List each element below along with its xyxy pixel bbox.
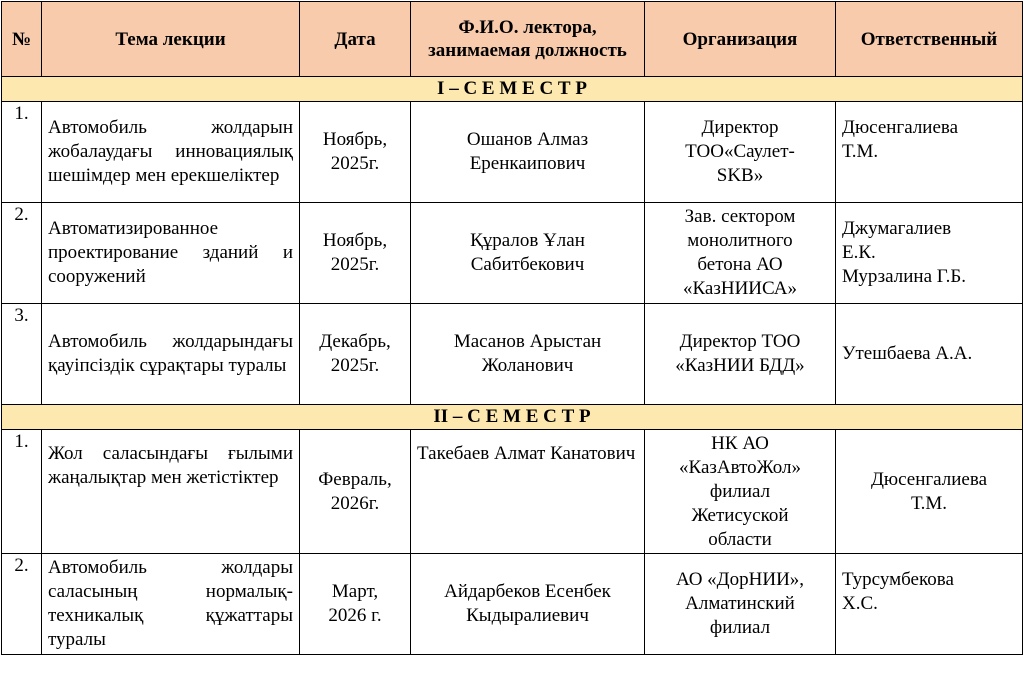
date-line: 2025г. bbox=[330, 153, 380, 174]
header-organization: Организация bbox=[645, 2, 836, 77]
lecturer-name bbox=[411, 304, 645, 405]
responsible-person bbox=[836, 203, 1023, 304]
header-row bbox=[2, 2, 1023, 77]
org-line: «КазАвтоЖол» bbox=[679, 456, 801, 478]
responsible-person bbox=[836, 554, 1023, 655]
header-topic: Тема лекции bbox=[42, 2, 300, 77]
header-num: № bbox=[2, 2, 42, 77]
organization bbox=[645, 304, 836, 405]
org-line: SKB» bbox=[716, 165, 764, 186]
row-number: 1. bbox=[2, 102, 42, 203]
date-line: Декабрь, bbox=[319, 331, 391, 352]
lecturer-line: Ошанов Алмаз bbox=[466, 129, 589, 150]
date-line: Ноябрь, bbox=[322, 129, 388, 150]
org-line: НК АО bbox=[711, 432, 769, 454]
organization bbox=[645, 203, 836, 304]
resp-line: Е.К. bbox=[842, 242, 876, 263]
row-number: 3. bbox=[2, 304, 42, 405]
lecturer-line: Кыдыралиевич bbox=[466, 605, 589, 626]
org-line: Директор bbox=[701, 117, 779, 138]
row-number: 2. bbox=[2, 554, 42, 655]
lecturer-line: Айдарбеков Есенбек bbox=[444, 581, 611, 602]
organization bbox=[645, 554, 836, 655]
date-line: Ноябрь, bbox=[322, 230, 388, 251]
date-line: 2026г. bbox=[330, 492, 380, 514]
resp-line: Мурзалина Г.Б. bbox=[842, 266, 967, 287]
lecturer-line: Жоланович bbox=[481, 355, 574, 376]
semester-1-title: I – С Е М Е С Т Р bbox=[2, 77, 1023, 102]
table-row bbox=[2, 203, 1023, 304]
lecture-topic: Автомобиль жолдарындағы қауіпсіздік сұрақтары туралы bbox=[42, 304, 300, 405]
org-line: монолитного bbox=[687, 230, 793, 251]
resp-line: Дюсенгалиева bbox=[842, 117, 959, 138]
table-row bbox=[2, 304, 1023, 405]
organization bbox=[645, 430, 836, 554]
org-line: бетона АО bbox=[697, 254, 783, 275]
responsible-person bbox=[836, 430, 1023, 554]
resp-line: Дюсенгалиева bbox=[870, 468, 988, 490]
lecturer-line: Масанов Арыстан bbox=[453, 331, 602, 352]
org-line: Директор ТОО bbox=[679, 331, 801, 352]
org-line: ТОО«Саулет- bbox=[685, 141, 795, 162]
org-line: Алматинский bbox=[685, 593, 795, 614]
table-row bbox=[2, 430, 1023, 554]
lecture-topic: Автомобиль жолдарын жобалаудағы инновациялық шешімдер мен ерекшеліктер bbox=[42, 102, 300, 203]
organization bbox=[645, 102, 836, 203]
org-line: филиал bbox=[709, 617, 771, 638]
lecturer-name bbox=[411, 554, 645, 655]
resp-line: Т.М. bbox=[842, 141, 879, 162]
semester-2-row bbox=[2, 405, 1023, 430]
lecture-date bbox=[300, 430, 411, 554]
lecturer-line: Еренкаипович bbox=[469, 153, 586, 174]
lecturer-name: Такебаев Алмат Канатович bbox=[411, 430, 645, 554]
org-line: филиал bbox=[709, 480, 771, 502]
header-date: Дата bbox=[300, 2, 411, 77]
lecture-topic: Автомобиль жолдары саласының нормалық-техникалық құжаттары туралы bbox=[42, 554, 300, 655]
resp-line: Т.М. bbox=[910, 492, 948, 514]
resp-line: Утешбаева А.А. bbox=[842, 343, 973, 364]
org-line: области bbox=[708, 528, 772, 550]
date-line: Февраль, bbox=[318, 468, 392, 490]
header-responsible: Ответственный bbox=[836, 2, 1023, 77]
lecture-date bbox=[300, 304, 411, 405]
resp-line: Джумагалиев bbox=[842, 218, 952, 239]
date-line: 2025г. bbox=[330, 254, 380, 275]
org-line: «КазНИИСА» bbox=[683, 278, 797, 299]
lecture-date bbox=[300, 203, 411, 304]
lecturer-line: Құралов Ұлан bbox=[470, 230, 585, 251]
semester-2-title: II – С Е М Е С Т Р bbox=[2, 405, 1023, 430]
org-line: «КазНИИ БДД» bbox=[675, 355, 805, 376]
row-number: 1. bbox=[2, 430, 42, 554]
lecture-topic: Автоматизированное проектирование зданий и сооружений bbox=[42, 203, 300, 304]
date-line: 2026 г. bbox=[328, 605, 382, 626]
lecture-date bbox=[300, 102, 411, 203]
org-line: Жетисуской bbox=[691, 504, 789, 526]
row-number: 2. bbox=[2, 203, 42, 304]
lecturer-line: Сабитбекович bbox=[470, 254, 585, 275]
table-row bbox=[2, 554, 1023, 655]
header-lecturer: Ф.И.О. лектора, занимаемая должность bbox=[411, 2, 645, 77]
org-line: Зав. сектором bbox=[684, 206, 796, 227]
date-line: Март, bbox=[331, 581, 379, 602]
resp-line: Турсумбекова bbox=[842, 569, 954, 590]
semester-1-row bbox=[2, 77, 1023, 102]
lecture-topic: Жол саласындағы ғылыми жаңалықтар мен жетістіктер bbox=[42, 430, 300, 554]
org-line: АО «ДорНИИ», bbox=[675, 569, 805, 590]
lecturer-name bbox=[411, 203, 645, 304]
responsible-person bbox=[836, 102, 1023, 203]
lecturer-name bbox=[411, 102, 645, 203]
table-row bbox=[2, 102, 1023, 203]
date-line: 2025г. bbox=[330, 355, 380, 376]
lecture-date bbox=[300, 554, 411, 655]
resp-line: Х.С. bbox=[842, 593, 878, 614]
responsible-person bbox=[836, 304, 1023, 405]
lecture-schedule-table bbox=[1, 1, 1023, 655]
